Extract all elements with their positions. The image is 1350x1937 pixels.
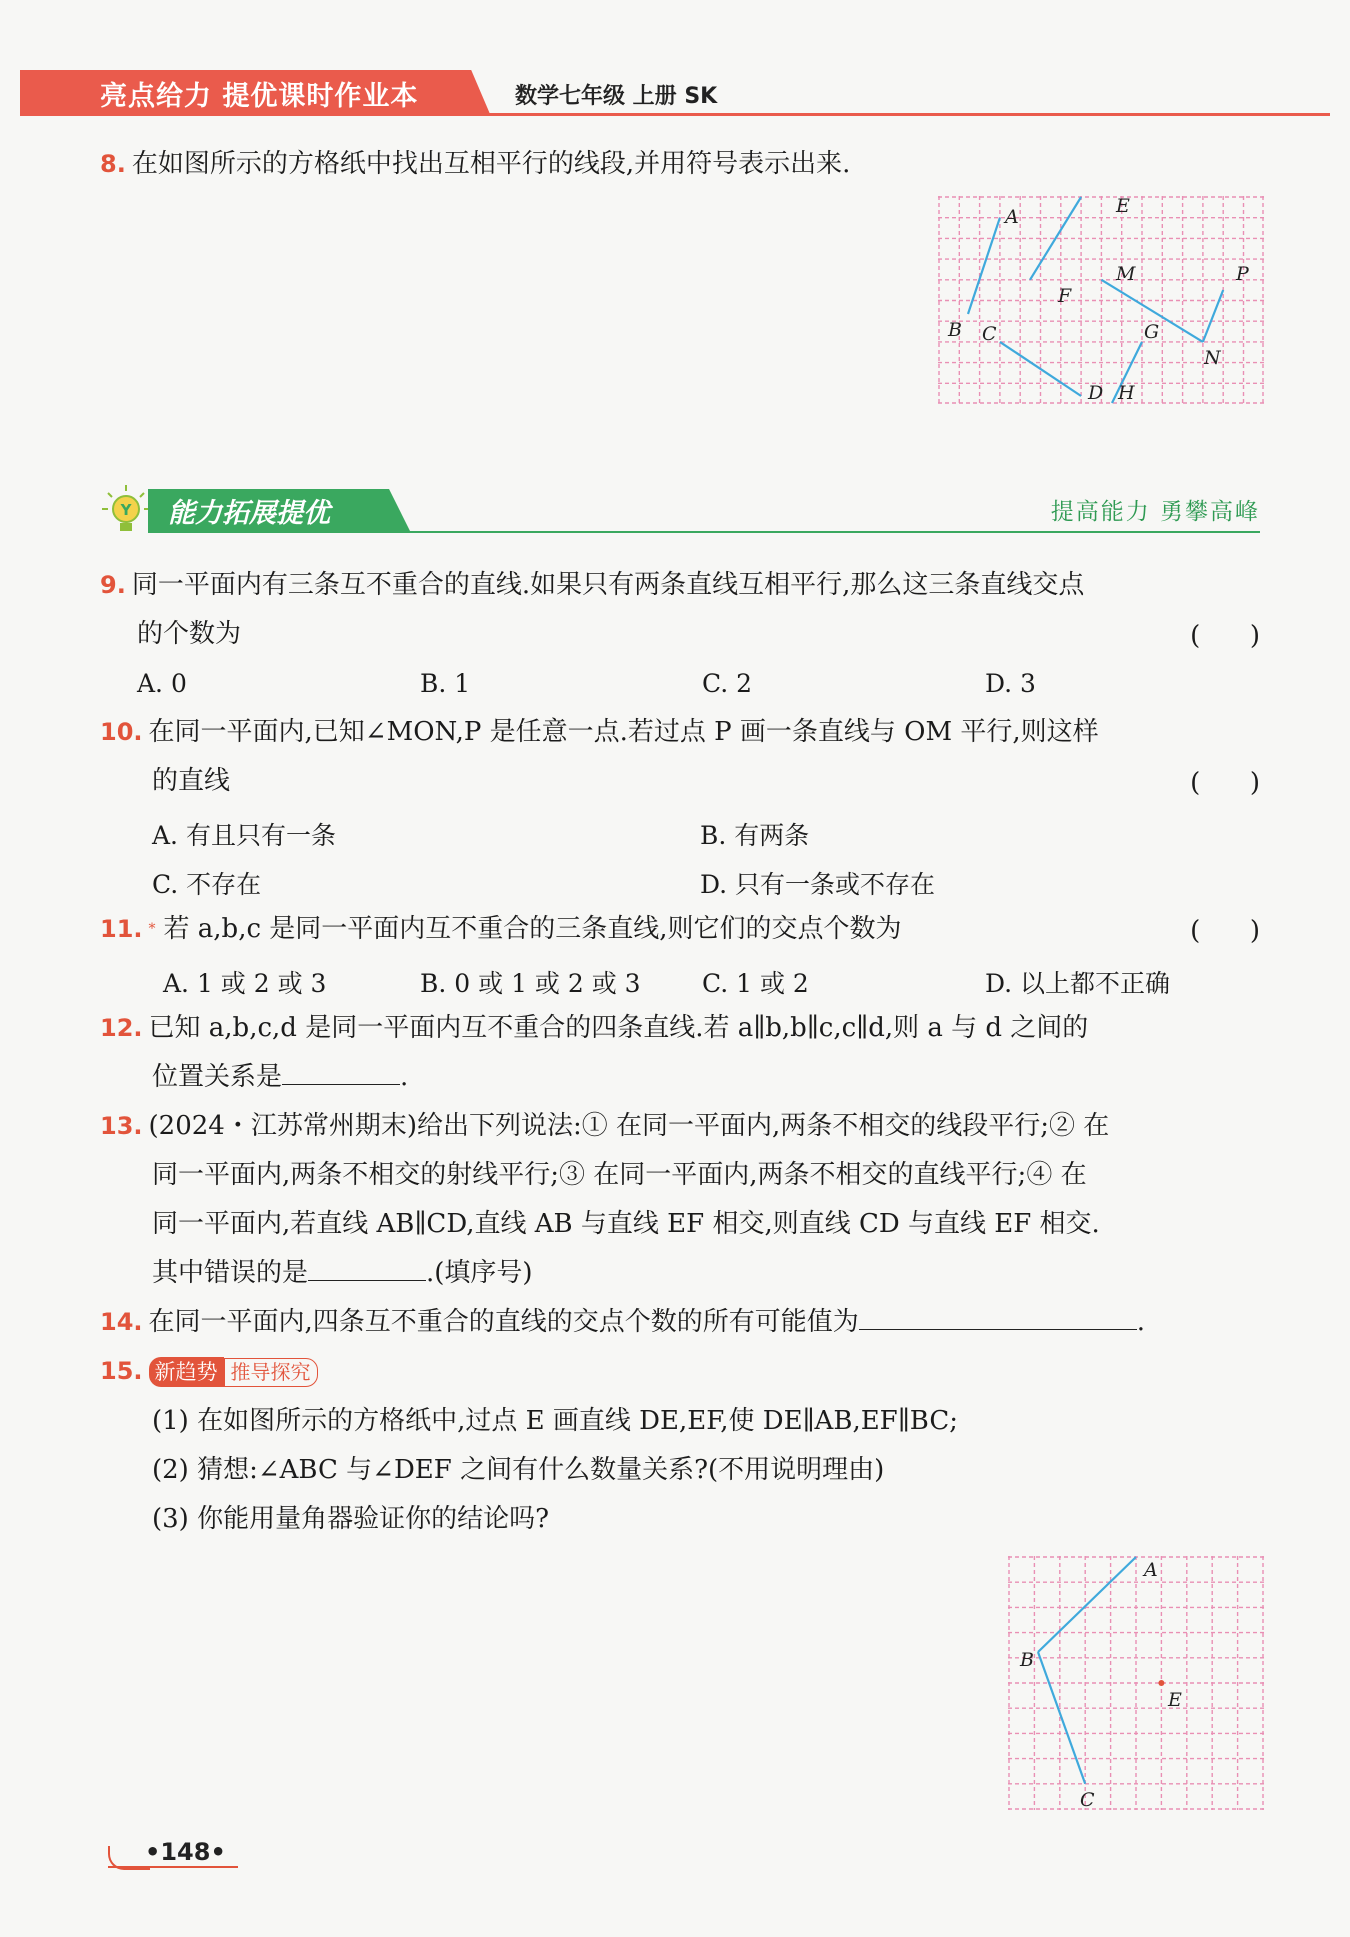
grid-lines: [1008, 1556, 1264, 1810]
question-tail: .: [400, 1062, 409, 1092]
segment-NP: [1203, 290, 1223, 342]
option-a: A. 1 或 2 或 3: [163, 969, 327, 998]
point-label: B: [1020, 1649, 1034, 1671]
option-b: B. 0 或 1 或 2 或 3: [420, 969, 641, 998]
answer-blank[interactable]: [282, 1056, 400, 1085]
q8-grid-figure: [938, 196, 1264, 404]
option-a: A. 有且只有一条: [152, 821, 336, 850]
question-14: [100, 1298, 1145, 1347]
question-13-line2: 同一平面内,两条不相交的射线平行;③ 在同一平面内,两条不相交的直线平行;④ 在: [152, 1160, 1087, 1190]
segment-BA: [1038, 1557, 1136, 1652]
point-label: N: [1204, 347, 1221, 369]
answer-paren: ( ): [1190, 768, 1260, 798]
question-9-line2: 的个数为: [137, 619, 242, 649]
new-trend-tag: 新趋势: [149, 1357, 224, 1387]
question-number: 14.: [100, 1308, 143, 1336]
point-label: H: [1118, 382, 1135, 404]
point-label: C: [1080, 1789, 1095, 1810]
point-label: A: [1144, 1559, 1158, 1581]
option-d: D. 3: [985, 669, 1036, 698]
answer-paren: ( ): [1190, 621, 1260, 651]
option-b: B. 有两条: [700, 821, 810, 850]
question-number: 10.: [100, 718, 143, 746]
point-label: B: [948, 319, 962, 341]
svg-text:Y: Y: [120, 501, 132, 519]
question-9: [100, 561, 1084, 610]
question-10-line2: 的直线: [152, 766, 231, 796]
question-text: 其中错误的是: [152, 1258, 309, 1288]
question-12: [100, 1004, 1088, 1053]
option-d: D. 以上都不正确: [985, 969, 1171, 998]
question-number: 13.: [100, 1112, 143, 1140]
question-number: 9.: [100, 571, 126, 599]
option-b: B. 1: [420, 669, 471, 698]
question-number: 15.: [100, 1357, 143, 1385]
header-subject: 数学七年级 上册 SK: [515, 84, 718, 109]
page-number: •148•: [145, 1838, 226, 1866]
point-label: E: [1116, 196, 1130, 217]
lightbulb-icon: [100, 483, 152, 535]
question-15: [100, 1347, 318, 1396]
option-c: C. 不存在: [152, 870, 262, 899]
question-10: [100, 708, 1099, 757]
question-text: 若 a,b,c 是同一平面内互不重合的三条直线,则它们的交点个数为: [163, 914, 902, 944]
question-number: 12.: [100, 1014, 143, 1042]
point-label: M: [1116, 263, 1136, 285]
q15-grid-figure: [1008, 1556, 1264, 1810]
page-number-rule: [108, 1866, 238, 1868]
option-a: A. 0: [137, 669, 187, 698]
option-c: C. 1 或 2: [702, 969, 809, 998]
section-rule: [148, 531, 1260, 533]
question-tail: .: [1136, 1307, 1146, 1337]
point-label: C: [982, 323, 997, 345]
question-text: 在如图所示的方格纸中找出互相平行的线段,并用符号表示出来.: [131, 149, 851, 179]
answer-paren: ( ): [1190, 916, 1260, 946]
question-number: 11.: [100, 915, 143, 943]
segment-AB: [968, 218, 1000, 314]
question-15-part2: (2) 猜想:∠ABC 与∠DEF 之间有什么数量关系?(不用说明理由): [152, 1455, 885, 1485]
point-label: F: [1058, 285, 1072, 307]
question-13-line4: [152, 1249, 533, 1298]
star-mark: *: [148, 921, 156, 937]
segment-BC: [1038, 1652, 1085, 1784]
question-8: [100, 140, 850, 189]
question-number: 8.: [100, 150, 126, 178]
question-15-part3: (3) 你能用量角器验证你的结论吗?: [152, 1504, 550, 1534]
question-15-part1: (1) 在如图所示的方格纸中,过点 E 画直线 DE,EF,使 DE∥AB,EF∥BC;: [152, 1406, 958, 1436]
derive-explore-tag: 推导探究: [224, 1358, 318, 1387]
grid-lines: [938, 196, 1264, 404]
question-13-line3: 同一平面内,若直线 AB∥CD,直线 AB 与直线 EF 相交,则直线 CD 与直线 EF 相交.: [152, 1209, 1100, 1239]
question-11: [100, 905, 902, 954]
answer-blank[interactable]: [308, 1252, 426, 1281]
header-rule: [20, 113, 1330, 116]
header-brand: 亮点给力 提优课时作业本: [100, 81, 419, 112]
answer-blank[interactable]: [859, 1301, 1137, 1330]
point-label: D: [1088, 382, 1104, 404]
question-tail: .(填序号): [426, 1258, 533, 1288]
question-13: [100, 1102, 1109, 1151]
question-text-line: 已知 a,b,c,d 是同一平面内互不重合的四条直线.若 a∥b,b∥c,c∥d,则 a 与 d 之间的: [148, 1013, 1089, 1043]
point-label: G: [1144, 321, 1160, 343]
question-text-line: (2024・江苏常州期末)给出下列说法:① 在同一平面内,两条不相交的线段平行;② 在: [148, 1111, 1110, 1141]
option-c: C. 2: [702, 669, 753, 698]
section-title: 能力拓展提优: [168, 498, 330, 529]
section-motto: 提高能力 勇攀高峰: [1050, 499, 1260, 525]
question-text-line: 同一平面内有三条互不重合的直线.如果只有两条直线互相平行,那么这三条直线交点: [131, 570, 1085, 600]
question-text-line: 在同一平面内,已知∠MON,P 是任意一点.若过点 P 画一条直线与 OM 平行,则这样: [148, 717, 1099, 747]
point-label: E: [1168, 1689, 1182, 1711]
option-d: D. 只有一条或不存在: [700, 870, 936, 899]
question-text: 在同一平面内,四条互不重合的直线的交点个数的所有可能值为: [148, 1307, 859, 1337]
point-e-dot: [1158, 1680, 1164, 1686]
question-12-line2: [152, 1053, 408, 1102]
point-label: A: [1005, 206, 1019, 228]
question-text: 位置关系是: [152, 1062, 283, 1092]
point-label: P: [1236, 263, 1249, 285]
